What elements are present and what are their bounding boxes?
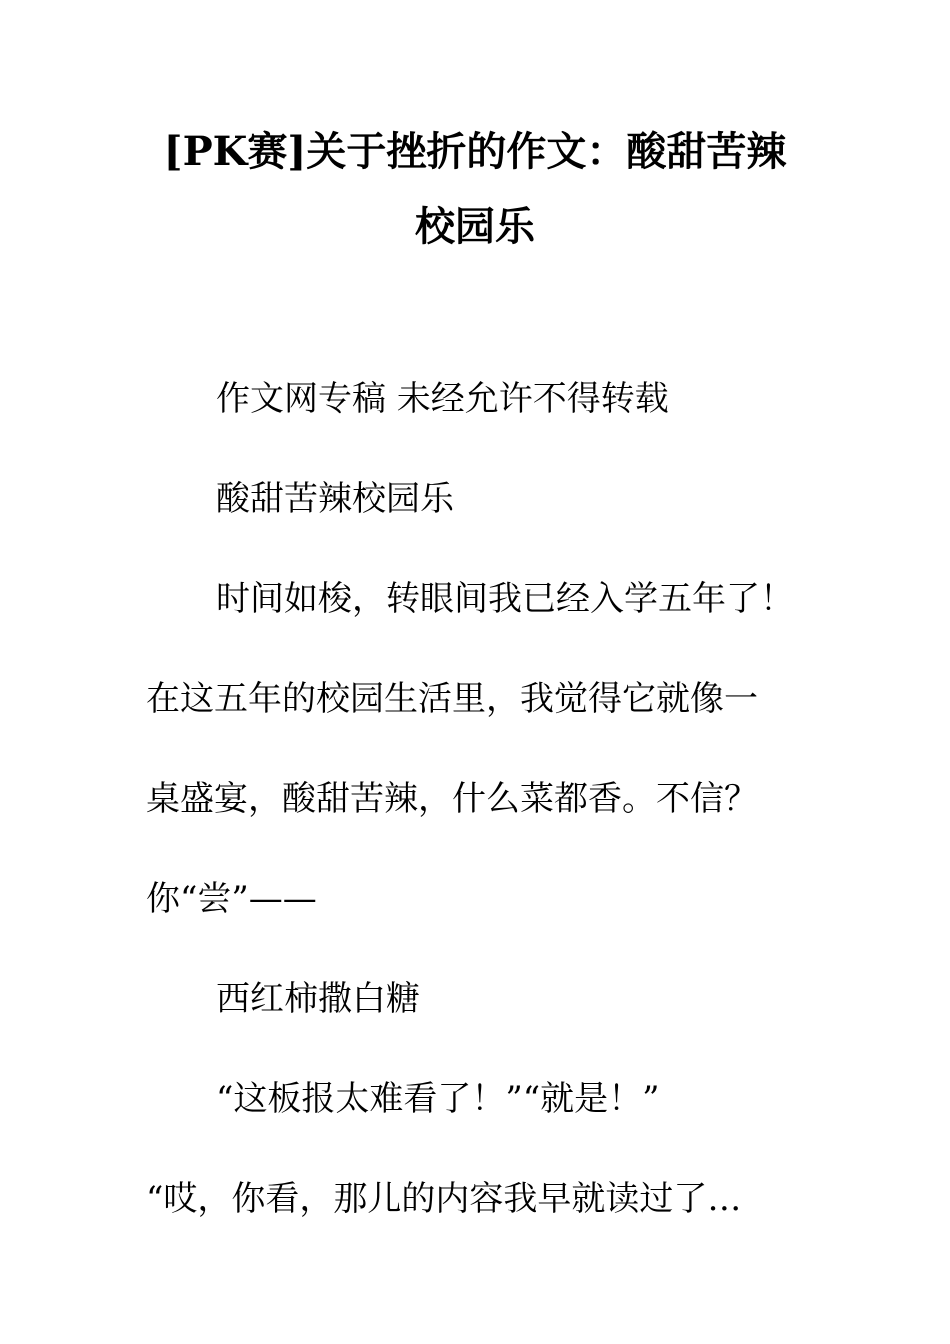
body-line-8: “这板报太难看了！”“就是！” (216, 1079, 660, 1119)
body-line-4: 在这五年的校园生活里，我觉得它就像一 (146, 679, 758, 719)
body-line-6: 你“尝”—— (146, 879, 317, 919)
body-line-9: “哎，你看，那儿的内容我早就读过了… (146, 1179, 742, 1219)
body-line-7: 西红柿撒白糖 (216, 979, 420, 1019)
body-line-3: 时间如梭，转眼间我已经入学五年了！ (216, 579, 794, 619)
title-line-1: [PK赛]关于挫折的作文：酸甜苦辣 (163, 128, 787, 175)
title-line-2: 校园乐 (415, 203, 535, 250)
body-line-2: 酸甜苦辣校园乐 (216, 479, 454, 519)
body-line-1: 作文网专稿 未经允许不得转载 (216, 379, 669, 419)
body-line-5: 桌盛宴，酸甜苦辣，什么菜都香。不信？ (146, 779, 758, 819)
